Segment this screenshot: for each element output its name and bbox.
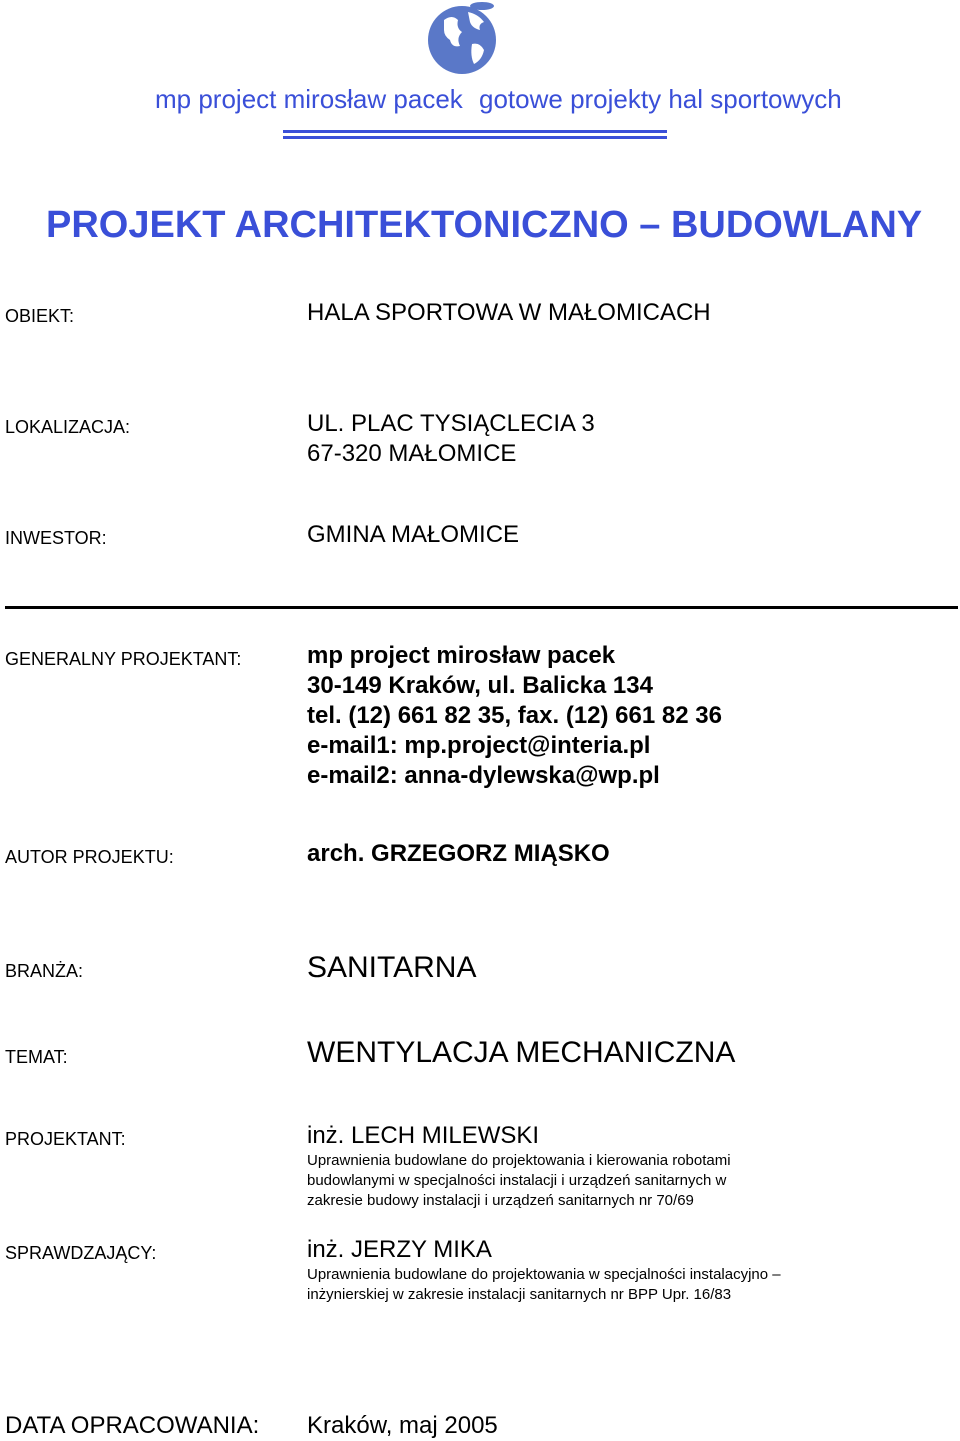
generalny-label: GENERALNY PROJEKTANT: bbox=[5, 649, 242, 669]
company-tagline: gotowe projekty hal sportowych bbox=[479, 84, 842, 114]
projektant-qual-3: zakresie budowy instalacji i urządzeń sanitarnych nr 70/69 bbox=[307, 1192, 694, 1209]
obiekt-label: OBIEKT: bbox=[5, 306, 75, 326]
autor-label: AUTOR PROJEKTU: bbox=[5, 847, 174, 867]
data-opracowania-label: DATA OPRACOWANIA: bbox=[5, 1412, 260, 1439]
page-title: PROJEKT ARCHITEKTONICZNO – BUDOWLANY bbox=[46, 204, 923, 246]
sprawdzajacy-qual-2: inżynierskiej w zakresie instalacji sanitarnych nr BPP Upr. 16/83 bbox=[307, 1286, 732, 1303]
temat-value: WENTYLACJA MECHANICZNA bbox=[307, 1036, 736, 1069]
obiekt-value: HALA SPORTOWA W MAŁOMICACH bbox=[307, 299, 711, 326]
sprawdzajacy-name: inż. JERZY MIKA bbox=[307, 1236, 492, 1263]
sprawdzajacy-qual-1: Uprawnienia budowlane do projektowania w specjalności instalacyjno – bbox=[307, 1266, 781, 1283]
generalny-line-3: tel. (12) 661 82 35, fax. (12) 661 82 36 bbox=[307, 702, 722, 729]
sprawdzajacy-label: SPRAWDZAJĄCY: bbox=[5, 1243, 157, 1263]
generalny-line-1: mp project mirosław pacek bbox=[307, 642, 616, 669]
globe-logo-icon bbox=[422, 0, 512, 82]
data-opracowania-value: Kraków, maj 2005 bbox=[307, 1412, 498, 1439]
projektant-name: inż. LECH MILEWSKI bbox=[307, 1122, 540, 1149]
generalny-line-4: e-mail1: mp.project@interia.pl bbox=[307, 732, 651, 759]
generalny-line-5: e-mail2: anna-dylewska@wp.pl bbox=[307, 762, 660, 789]
lokalizacja-line2: 67-320 MAŁOMICE bbox=[307, 440, 517, 467]
branza-value: SANITARNA bbox=[307, 951, 477, 984]
company-name: mp project mirosław pacek bbox=[155, 84, 463, 114]
projektant-label: PROJEKTANT: bbox=[5, 1129, 126, 1149]
branza-label: BRANŻA: bbox=[5, 961, 84, 981]
projektant-qual-1: Uprawnienia budowlane do projektowania i kierowania robotami bbox=[307, 1152, 731, 1169]
header-double-rule-bottom bbox=[283, 136, 667, 139]
generalny-line-2: 30-149 Kraków, ul. Balicka 134 bbox=[307, 672, 653, 699]
autor-value: arch. GRZEGORZ MIĄSKO bbox=[307, 840, 610, 867]
projektant-qual-2: budowlanymi w specjalności instalacji i urządzeń sanitarnych w bbox=[307, 1172, 727, 1189]
inwestor-value: GMINA MAŁOMICE bbox=[307, 521, 520, 548]
header-double-rule-top bbox=[283, 130, 667, 133]
inwestor-label: INWESTOR: bbox=[5, 528, 107, 548]
lokalizacja-line1: UL. PLAC TYSIĄCLECIA 3 bbox=[307, 410, 595, 437]
lokalizacja-label: LOKALIZACJA: bbox=[5, 417, 131, 437]
section-divider bbox=[5, 606, 958, 609]
temat-label: TEMAT: bbox=[5, 1047, 68, 1067]
